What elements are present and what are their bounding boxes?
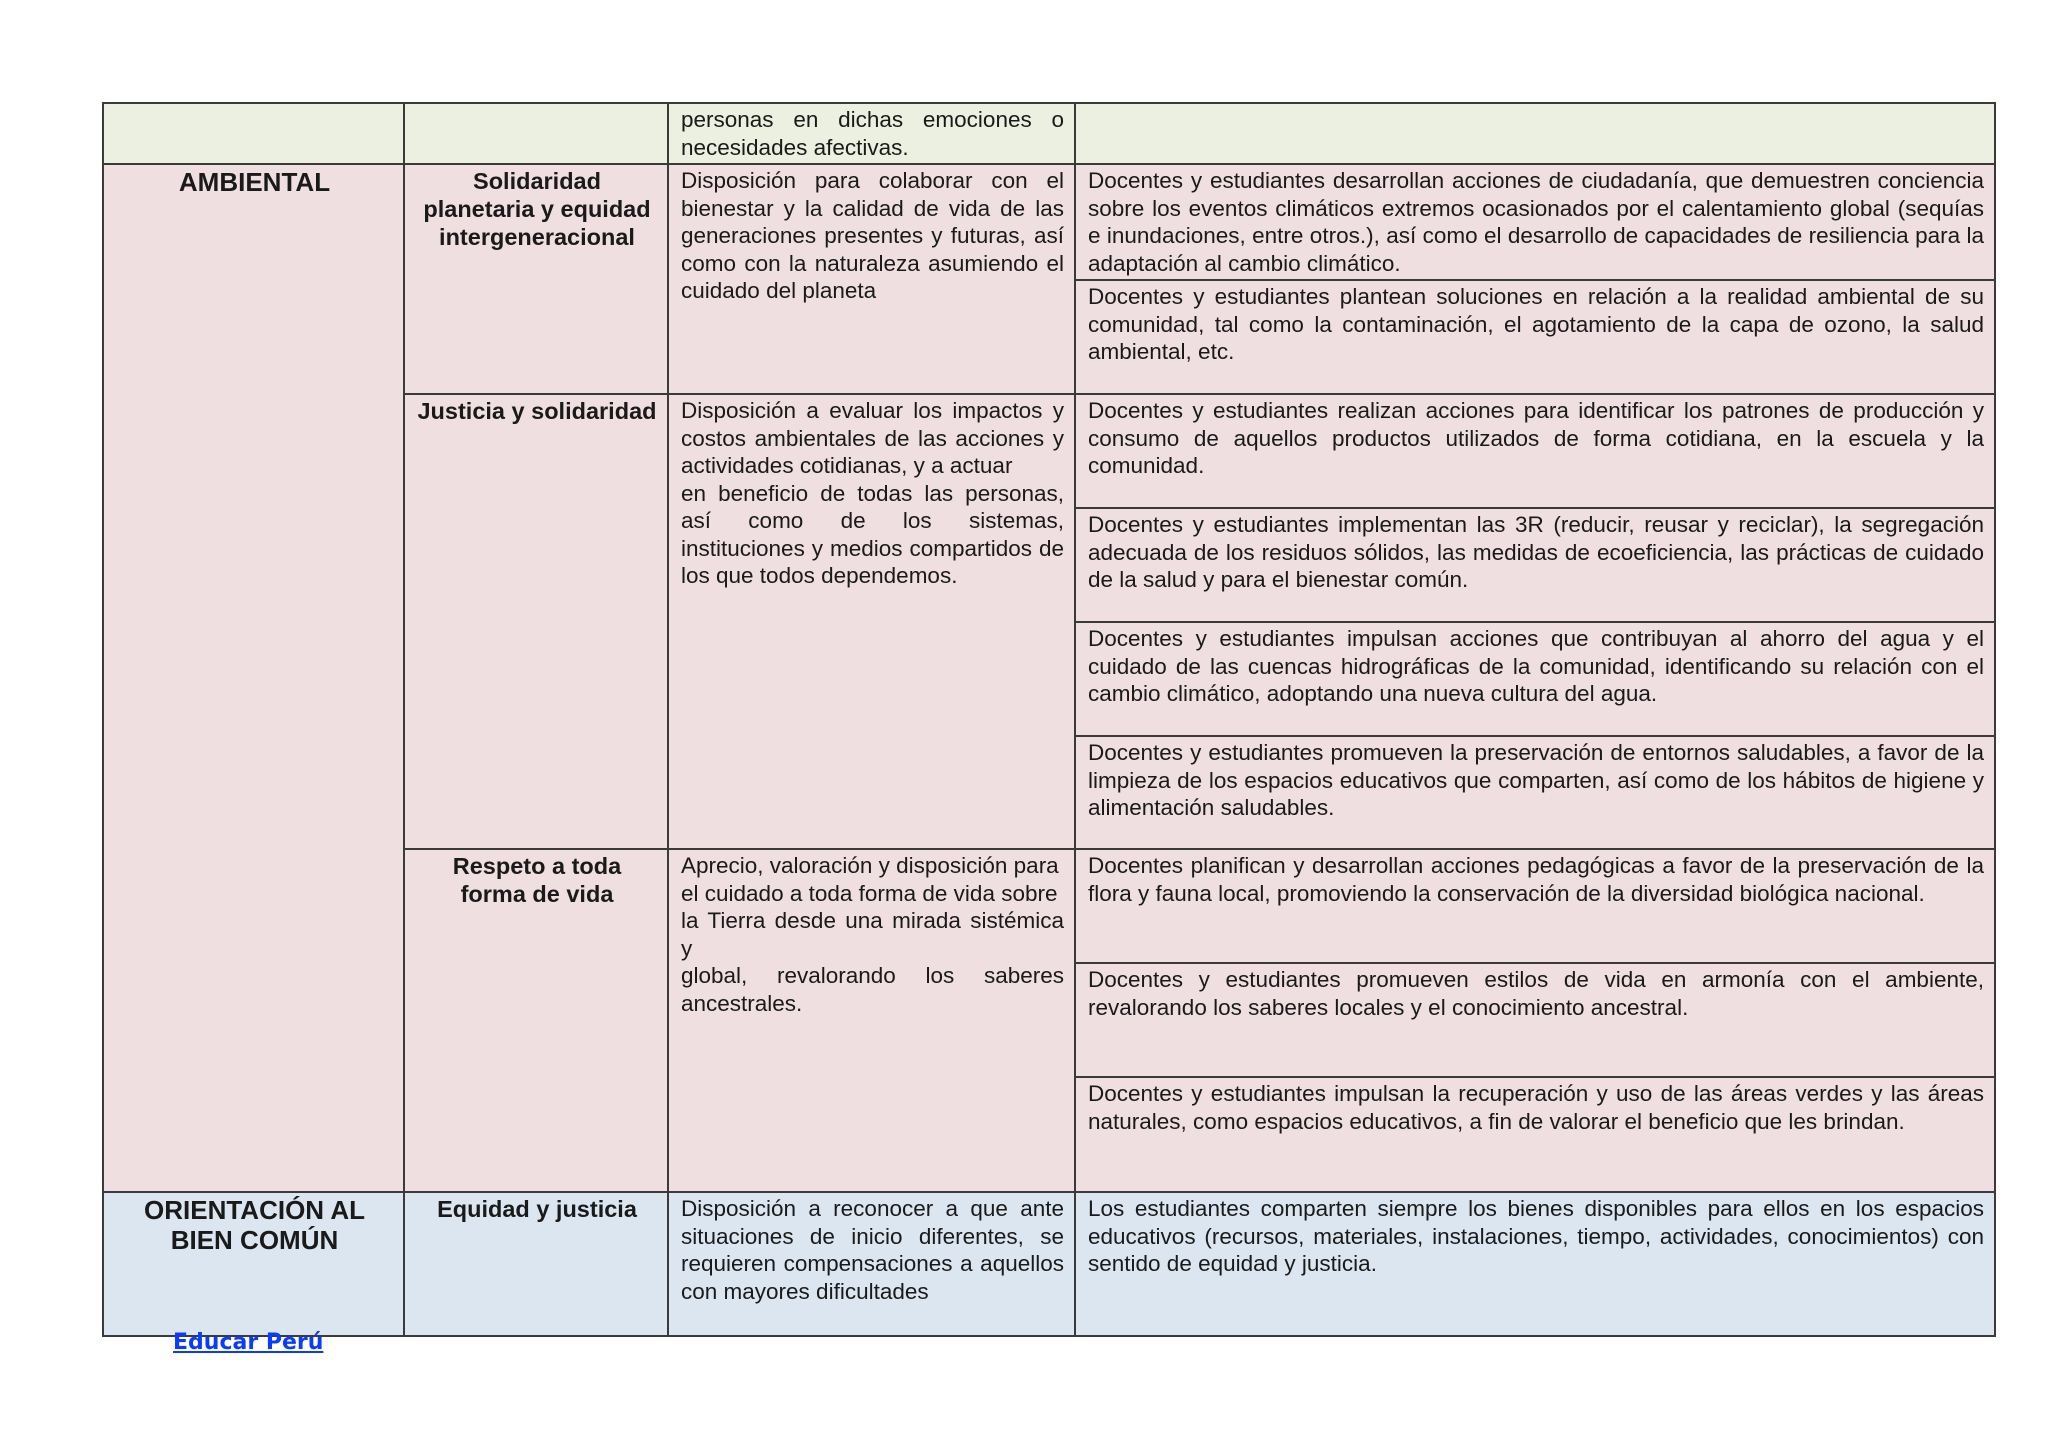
disposicion-line: la Tierra desde una mirada sistémica y	[681, 908, 1064, 961]
enfoque-bien-comun: ORIENTACIÓN AL BIEN COMÚN	[103, 1192, 404, 1336]
disposicion-justicia-solidaridad	[668, 394, 1075, 849]
valor-respeto-vida: Respeto a toda forma de vida	[404, 849, 668, 1192]
disposicion-line: Disposición a evaluar los impactos y costos ambientales de las acciones y actividades cotidianas, y a actuar	[681, 398, 1064, 478]
disposicion-line: en beneficio de todas las personas, así como de los sistemas, instituciones y medios compartidos de los que todos dependemos.	[681, 480, 1064, 588]
valor-justicia-solidaridad: Justicia y solidaridad	[404, 394, 668, 849]
accion-cell: Docentes y estudiantes impulsan la recuperación y uso de las áreas verdes y las áreas naturales, como espacios educativos, a fin de valorar el beneficio que les brindan.	[1075, 1077, 1995, 1192]
accion-cell: Docentes y estudiantes impulsan acciones que contribuyan al ahorro del agua y el cuidado de las cuencas hidrográficas de la comunidad, identificando su relación con el cambio climático, adoptando una nueva cultura del agua.	[1075, 622, 1995, 736]
valor-cell-empty	[404, 103, 668, 164]
values-table	[102, 102, 1996, 1337]
accion-cell: Docentes planifican y desarrollan acciones pedagógicas a favor de la preservación de la flora y fauna local, promoviendo la conservación de la diversidad biológica nacional.	[1075, 849, 1995, 963]
accion-cell: Docentes y estudiantes plantean soluciones en relación a la realidad ambiental de su comunidad, tal como la contaminación, el agotamiento de la capa de ozono, la salud ambiental, etc.	[1075, 280, 1995, 394]
enfoque-cell-empty	[103, 103, 404, 164]
disposicion-line: el cuidado a toda forma de vida sobre	[681, 880, 1058, 906]
accion-cell-empty	[1075, 103, 1995, 164]
valor-equidad-justicia: Equidad y justicia	[404, 1192, 668, 1336]
disposicion-cell: personas en dichas emociones o necesidades afectivas.	[668, 103, 1075, 164]
enfoque-ambiental: AMBIENTAL	[103, 164, 404, 1192]
accion-cell: Docentes y estudiantes realizan acciones para identificar los patrones de producción y consumo de aquellos productos utilizados de forma cotidiana, en la escuela y la comunidad.	[1075, 394, 1995, 508]
continuation-row	[103, 103, 1995, 164]
accion-cell: Docentes y estudiantes promueven la preservación de entornos saludables, a favor de la limpieza de los espacios educativos que comparten, así como de los hábitos de higiene y alimentación saludables.	[1075, 736, 1995, 849]
accion-cell: Docentes y estudiantes promueven estilos de vida en armonía con el ambiente, revalorando los saberes locales y el conocimiento ancestral.	[1075, 963, 1995, 1077]
disposicion-line: global, revalorando los saberes ancestrales.	[681, 963, 1064, 1016]
table-row	[103, 164, 1995, 280]
educar-peru-link[interactable]: Educar Perú	[173, 1330, 324, 1355]
disposicion-solidaridad-planetaria: Disposición para colaborar con el bienestar y la calidad de vida de las generaciones presentes y futuras, así como con la naturaleza asumiendo el cuidado del planeta	[668, 164, 1075, 394]
disposicion-equidad-justicia: Disposición a reconocer a que ante situaciones de inicio diferentes, se requieren compensaciones a aquellos con mayores dificultades	[668, 1192, 1075, 1336]
table-row	[103, 1192, 1995, 1336]
disposicion-respeto-vida	[668, 849, 1075, 1192]
accion-cell: Docentes y estudiantes desarrollan acciones de ciudadanía, que demuestren conciencia sobre los eventos climáticos extremos ocasionados por el calentamiento global (sequías e inundaciones, entre otros.), así como el desarrollo de capacidades de resiliencia para la adaptación al cambio climático.	[1075, 164, 1995, 280]
accion-cell: Docentes y estudiantes implementan las 3R (reducir, reusar y reciclar), la segregación adecuada de los residuos sólidos, las medidas de ecoeficiencia, las prácticas de cuidado de la salud y para el bienestar común.	[1075, 508, 1995, 622]
accion-cell: Los estudiantes comparten siempre los bienes disponibles para ellos en los espacios educativos (recursos, materiales, instalaciones, tiempo, actividades, conocimientos) con sentido de equidad y justicia.	[1075, 1192, 1995, 1336]
valor-solidaridad-planetaria: Solidaridad planetaria y equidad intergeneracional	[404, 164, 668, 394]
disposicion-line: Aprecio, valoración y disposición para	[681, 853, 1059, 878]
